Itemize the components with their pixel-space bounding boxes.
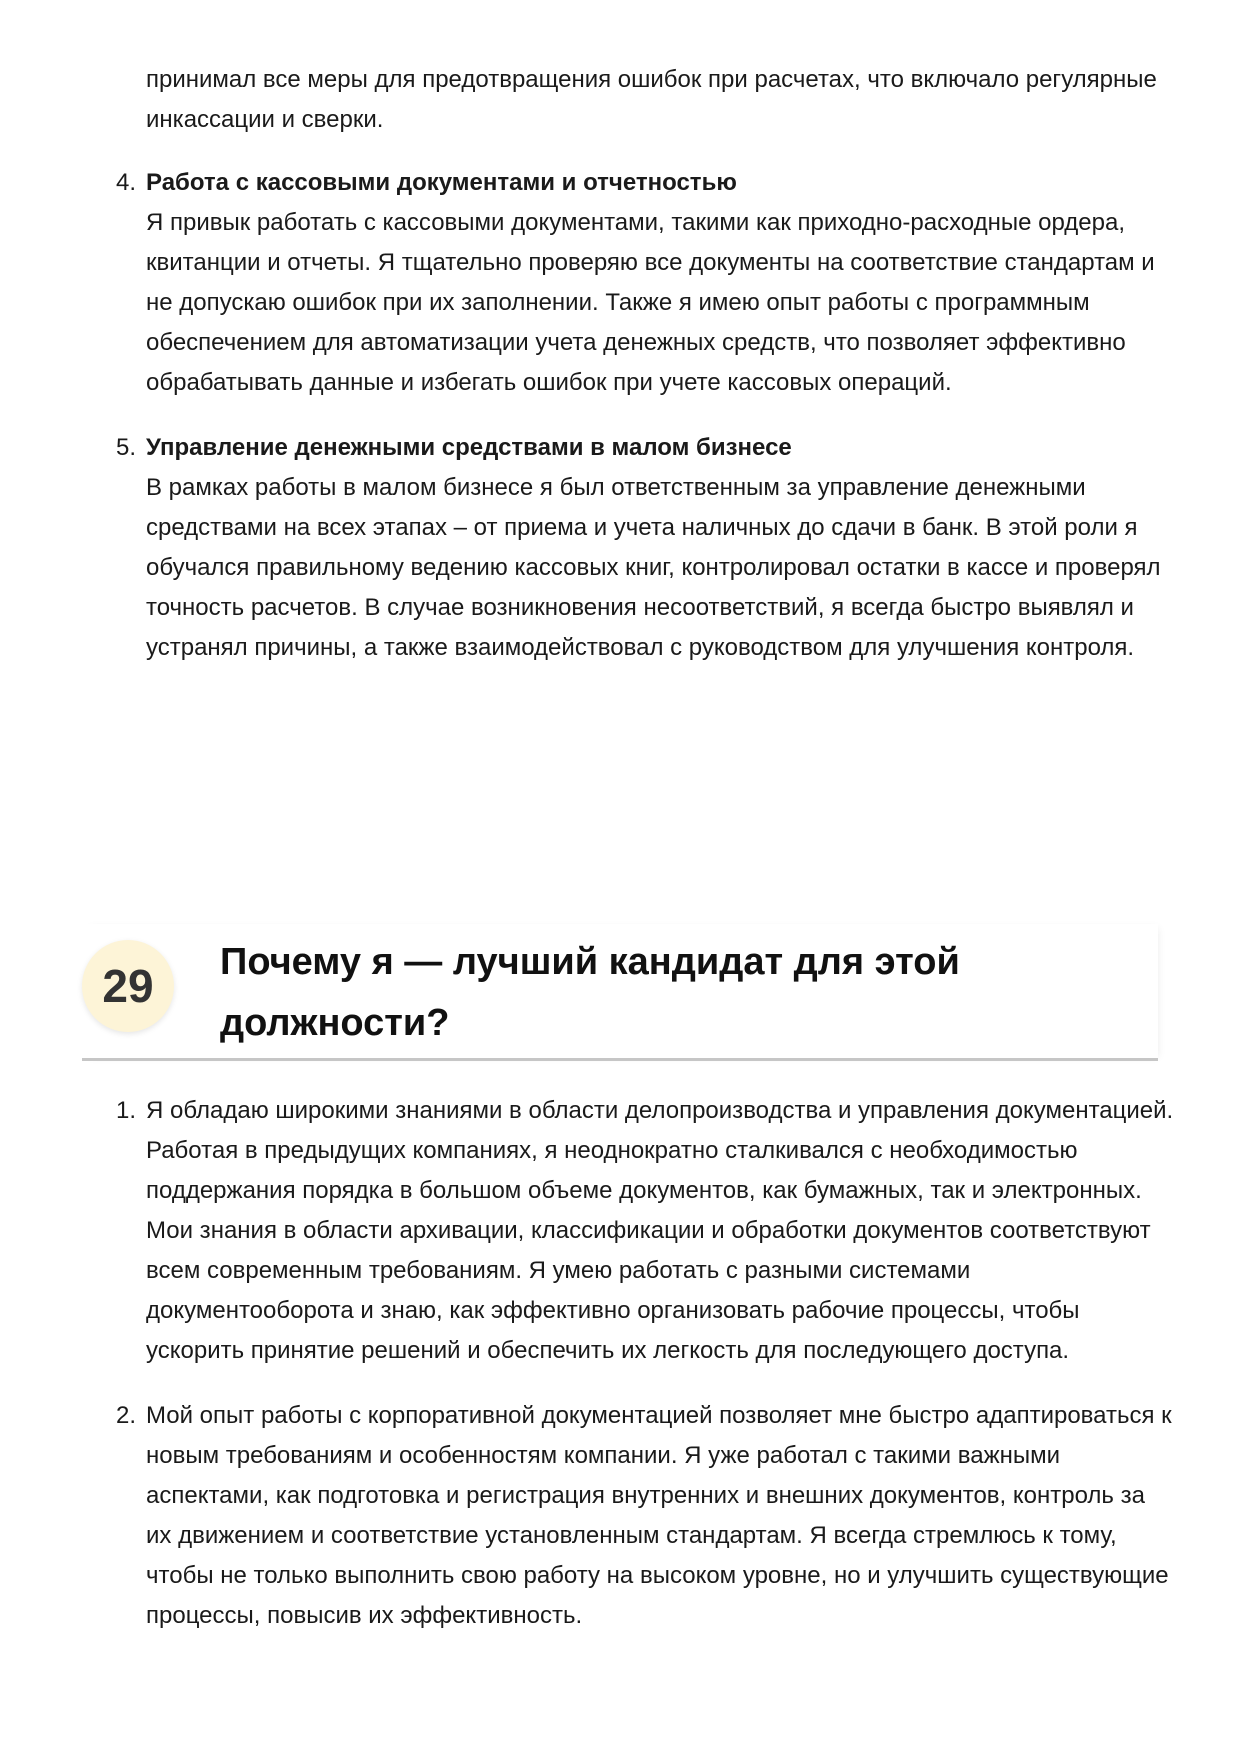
list-item-title: Работа с кассовыми документами и отчетностью <box>146 169 737 196</box>
experience-list <box>116 163 1176 693</box>
list-item-body: В рамках работы в малом бизнесе я был ответственным за управление денежными средствами на всех этапах – от приема и учета наличных до сдачи в банк. В этой роли я обучался правильному ведению кассовых книг, контролировал остатки в кассе и проверял точность расчетов. В случае возникновения несоответствий, я всегда быстро выявлял и устранял причины, а также взаимодействовал с руководством для улучшения контроля. <box>146 474 1161 661</box>
list-item-number: 1. <box>116 1097 137 1124</box>
answer-list <box>116 1091 1176 1661</box>
section-number-badge: 29 <box>82 940 174 1032</box>
list-item <box>116 163 1176 403</box>
list-item-number: 5. <box>116 434 137 461</box>
continued-paragraph: принимал все меры для предотвращения ошибок при расчетах, что включало регулярные инкассации и сверки. <box>146 66 1157 133</box>
list-item-body: Я обладаю широкими знаниями в области делопроизводства и управления документацией. Работая в предыдущих компаниях, я неоднократно сталкивался с необходимостью поддержания порядка в большом объеме документов, как бумажных, так и электронных. Мои знания в области архивации, классификации и обработки документов соответствуют всем современным требованиям. Я умею работать с разными системами документооборота и знаю, как эффективно организовать рабочие процессы, чтобы ускорить принятие решений и обеспечить их легкость для последующего доступа. <box>146 1097 1174 1364</box>
list-item-number: 2. <box>116 1402 137 1429</box>
list-item-number: 4. <box>116 169 137 196</box>
list-item-body: Я привык работать с кассовыми документами, такими как приходно-расходные ордера, квитанции и отчеты. Я тщательно проверяю все документы на соответствие стандартам и не допускаю ошибок при их заполнении. Также я имею опыт работы с программным обеспечением для автоматизации учета денежных средств, что позволяет эффективно обрабатывать данные и избегать ошибок при учете кассовых операций. <box>146 209 1155 396</box>
section-title: Почему я — лучший кандидат для этой должности? <box>220 941 960 1044</box>
list-item-body: Мой опыт работы с корпоративной документацией позволяет мне быстро адаптироваться к новым требованиям и особенностям компании. Я уже работал с такими важными аспектами, как подготовка и регистрация внутренних и внешних документов, контроль за их движением и соответствие установленным стандартам. Я всегда стремлюсь к тому, чтобы не только выполнить свою работу на высоком уровне, но и улучшить существующие процессы, повысив их эффективность. <box>146 1402 1172 1629</box>
list-item <box>116 1091 1176 1371</box>
list-item <box>116 428 1176 668</box>
list-item-title: Управление денежными средствами в малом бизнесе <box>146 434 792 461</box>
section-header <box>82 924 1158 1061</box>
list-item <box>116 1396 1176 1636</box>
